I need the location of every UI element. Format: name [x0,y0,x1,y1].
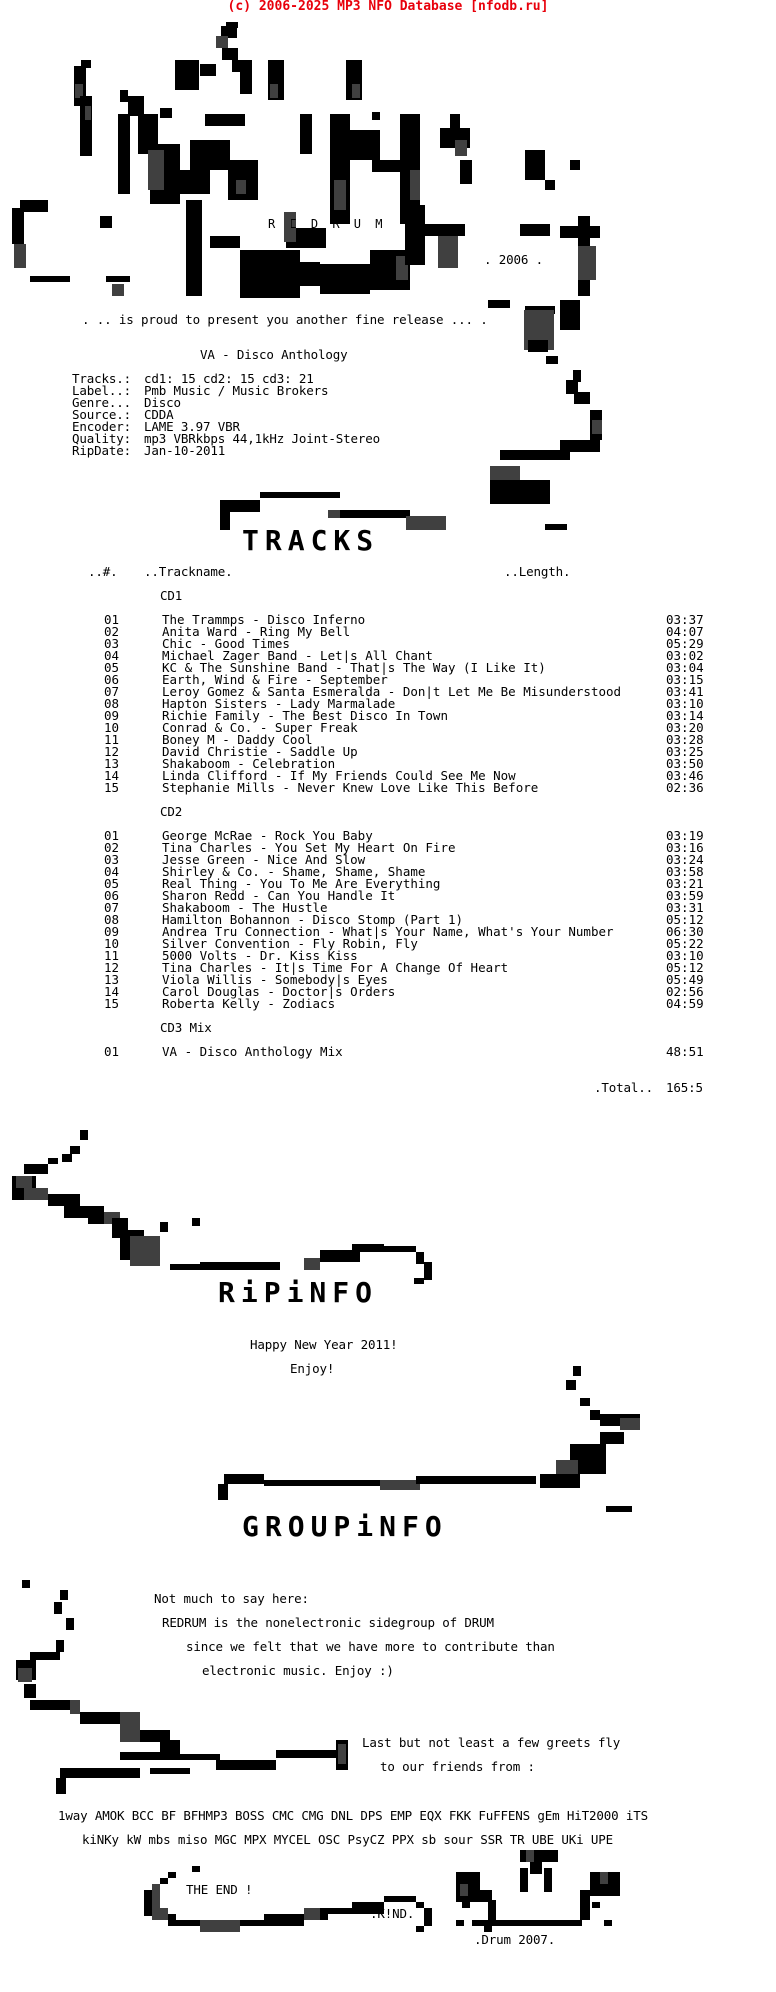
info-key-genre: Genre... [72,395,132,410]
greets-list-line-2: kiNKy kW mbs miso MGC MPX MYCEL OSC PsyCZ PPX sb sour SSR TR UBE UKi UPE [82,1832,614,1847]
info-value-ripdate: Jan-10-2011 [144,443,226,458]
ripinfo-heading: RiPiNFO [218,1276,379,1309]
track-row: 09 Richie Family - The Best Disco In Town 03:14 [104,708,704,723]
track-row: 08 Hamilton Bohannon - Disco Stomp (Part 1) 05:12 [104,912,704,927]
tracks-heading: TRACKS [242,524,380,557]
track-row: 10 Silver Convention - Fly Robin, Fly 05:22 [104,936,704,951]
info-value-quality: mp3 VBRkbps 44,1kHz Joint-Stereo [144,431,381,446]
greets-list-line-1: 1way AMOK BCC BF BFHMP3 BOSS CMC CMG DNL DPS EMP EQX FKK FuFFENS gEm HiT2000 iTS [58,1808,649,1823]
track-row: 03 Jesse Green - Nice And Slow 03:24 [104,852,704,867]
info-key-tracks: Tracks.: [72,371,132,386]
track-row: 12 David Christie - Saddle Up 03:25 [104,744,704,759]
header-length: ..Length. [504,564,571,579]
track-row: 11 5000 Volts - Dr. Kiss Kiss 03:10 [104,948,704,963]
track-row: 11 Boney M - Daddy Cool 03:28 [104,732,704,747]
release-title: VA - Disco Anthology [200,347,348,362]
track-row: 01 The Trammps - Disco Inferno 03:37 [104,612,704,627]
track-row: 13 Shakaboom - Celebration 03:50 [104,756,704,771]
header-trackname: ..Trackname. [144,564,233,579]
track-row: 01 VA - Disco Anthology Mix 48:51 [104,1044,704,1059]
info-value-source: CDDA [144,407,174,422]
intro-line: . .. is proud to present you another fine release ... . [82,312,488,327]
header-num: ..#. [88,564,118,579]
group-name-logo: R E D R U M [268,217,386,231]
info-value-label: Pmb Music / Music Brokers [144,383,329,398]
nfodb-copyright-banner: (c) 2006-2025 MP3 NFO Database [nfodb.ru] [227,0,549,14]
groupinfo-line-4: electronic music. Enjoy :) [202,1663,394,1678]
logo-colons: : : [301,229,420,244]
track-row: 13 Viola Willis - Somebody|s Eyes 05:49 [104,972,704,987]
info-key-label: Label..: [72,383,132,398]
the-end-text: THE END ! [186,1882,253,1897]
info-value-genre: Disco [144,395,181,410]
track-row: 10 Conrad & Co. - Super Freak 03:20 [104,720,704,735]
groupinfo-line-3: since we felt that we have more to contribute than [186,1639,555,1654]
ripinfo-line-1: Happy New Year 2011! [250,1337,398,1352]
track-row: 05 KC & The Sunshine Band - That|s The Way (I Like It) 03:04 [104,660,704,675]
drum-credit: .Drum 2007. [474,1932,556,1947]
track-row: 06 Sharon Redd - Can You Handle It 03:59 [104,888,704,903]
track-row: 06 Earth, Wind & Fire - September 03:15 [104,672,704,687]
disc-label-cd1: CD1 [160,588,183,603]
groupinfo-heading: GROUPiNFO [242,1510,448,1543]
logo-year: . 2006 . [484,252,544,267]
track-row: 02 Anita Ward - Ring My Bell 04:07 [104,624,704,639]
disc-label-cd2: CD2 [160,804,183,819]
track-row: 03 Chic - Good Times 05:29 [104,636,704,651]
track-row: 04 Michael Zager Band - Let|s All Chant 03:02 [104,648,704,663]
info-key-source: Source.: [72,407,132,422]
info-value-tracks: cd1: 15 cd2: 15 cd3: 21 [144,371,314,386]
track-row: 02 Tina Charles - You Set My Heart On Fire 03:16 [104,840,704,855]
info-key-quality: Quality: [72,431,132,446]
info-key-ripdate: RipDate: [72,443,132,458]
info-value-encoder: LAME 3.97 VBR [144,419,240,434]
track-row: 14 Linda Clifford - If My Friends Could See Me Now 03:46 [104,768,704,783]
track-row: 07 Shakaboom - The Hustle 03:31 [104,900,704,915]
groupinfo-line-1: Not much to say here: [154,1591,309,1606]
track-row: 07 Leroy Gomez & Santa Esmeralda - Don|t Let Me Be Misunderstood 03:41 [104,684,704,699]
ripinfo-line-2: Enjoy! [290,1361,335,1376]
total-value: 165:5 [666,1080,703,1095]
track-row: 09 Andrea Tru Connection - What|s Your Name, What's Your Number 06:30 [104,924,704,939]
groupinfo-line-2: REDRUM is the nonelectronic sidegroup of DRUM [162,1615,494,1630]
greets-intro-line-1: Last but not least a few greets fly [362,1735,621,1750]
greets-intro-line-2: to our friends from : [380,1759,535,1774]
track-row: 05 Real Thing - You To Me Are Everything 03:21 [104,876,704,891]
track-row: 04 Shirley & Co. - Shame, Shame, Shame 03:58 [104,864,704,879]
track-row: 12 Tina Charles - It|s Time For A Change Of Heart 05:12 [104,960,704,975]
info-key-encoder: Encoder: [72,419,132,434]
track-row: 15 Roberta Kelly - Zodiacs 04:59 [104,996,704,1011]
track-row: 15 Stephanie Mills - Never Knew Love Like This Before 02:36 [104,780,704,795]
track-row: 01 George McRae - Rock You Baby 03:19 [104,828,704,843]
track-row: 14 Carol Douglas - Doctor|s Orders 02:56 [104,984,704,999]
disc-label-cd3: CD3 Mix [160,1020,212,1035]
total-label: .Total.. [594,1080,654,1095]
kind-signature: .K!ND. [370,1906,415,1921]
track-row: 08 Hapton Sisters - Lady Marmalade 03:10 [104,696,704,711]
